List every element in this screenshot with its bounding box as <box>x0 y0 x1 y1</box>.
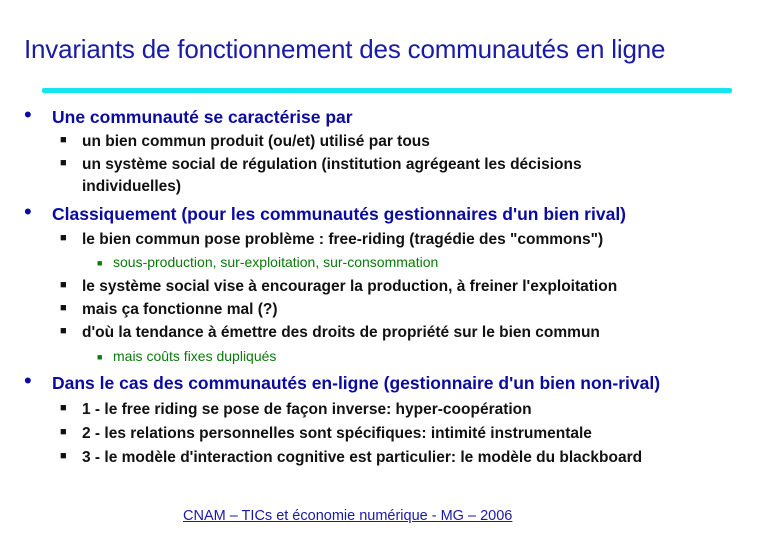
bullet-dot-icon: • <box>24 368 32 393</box>
bullet-3-sub-2: 2 - les relations personnelles sont spécifiques: intimité instrumentale <box>82 425 592 442</box>
square-bullet-icon: ■ <box>60 402 67 414</box>
title-underline-rule <box>42 88 732 93</box>
square-bullet-icon: ■ <box>97 352 103 362</box>
bullet-1-sub-1: un bien commun produit (ou/et) utilisé par tous <box>82 133 430 150</box>
bullet-1-sub-2-line-1: un système social de régulation (institution agrégeant les décisions <box>82 156 582 173</box>
square-bullet-icon: ■ <box>97 258 103 268</box>
bullet-1: Une communauté se caractérise par <box>52 107 353 127</box>
square-bullet-icon: ■ <box>60 279 67 291</box>
bullet-3: Dans le cas des communautés en-ligne (gestionnaire d'un bien non-rival) <box>52 373 661 393</box>
bullet-3-sub-3: 3 - le modèle d'interaction cognitive est particulier: le modèle du blackboard <box>82 449 643 466</box>
bullet-2-sub-3: mais ça fonctionne mal (?) <box>82 301 278 318</box>
bullet-2: Classiquement (pour les communautés gestionnaires d'un bien rival) <box>52 204 627 224</box>
slide-footer: CNAM – TICs et économie numérique - MG – 2006 <box>183 508 513 524</box>
square-bullet-icon: ■ <box>60 232 67 244</box>
square-bullet-icon: ■ <box>60 450 67 462</box>
square-bullet-icon: ■ <box>60 426 67 438</box>
bullet-2-sub-4-sub-1: mais coûts fixes dupliqués <box>113 348 277 364</box>
square-bullet-icon: ■ <box>60 157 67 169</box>
bullet-1-sub-2-line-2: individuelles) <box>82 178 182 195</box>
square-bullet-icon: ■ <box>60 325 67 337</box>
bullet-2-sub-1-sub-1: sous-production, sur-exploitation, sur-consommation <box>113 254 439 270</box>
bullet-dot-icon: • <box>24 102 32 127</box>
square-bullet-icon: ■ <box>60 302 67 314</box>
bullet-3-sub-1: 1 - le free riding se pose de façon inverse: hyper-coopération <box>82 401 532 418</box>
bullet-2-sub-4: d'où la tendance à émettre des droits de propriété sur le bien commun <box>82 324 600 341</box>
bullet-dot-icon: • <box>24 199 32 224</box>
bullet-2-sub-2: le système social vise à encourager la production, à freiner l'exploitation <box>82 278 618 295</box>
square-bullet-icon: ■ <box>60 134 67 146</box>
slide-title: Invariants de fonctionnement des communautés en ligne <box>24 34 666 64</box>
bullet-2-sub-1: le bien commun pose problème : free-riding (tragédie des "commons") <box>82 231 604 248</box>
